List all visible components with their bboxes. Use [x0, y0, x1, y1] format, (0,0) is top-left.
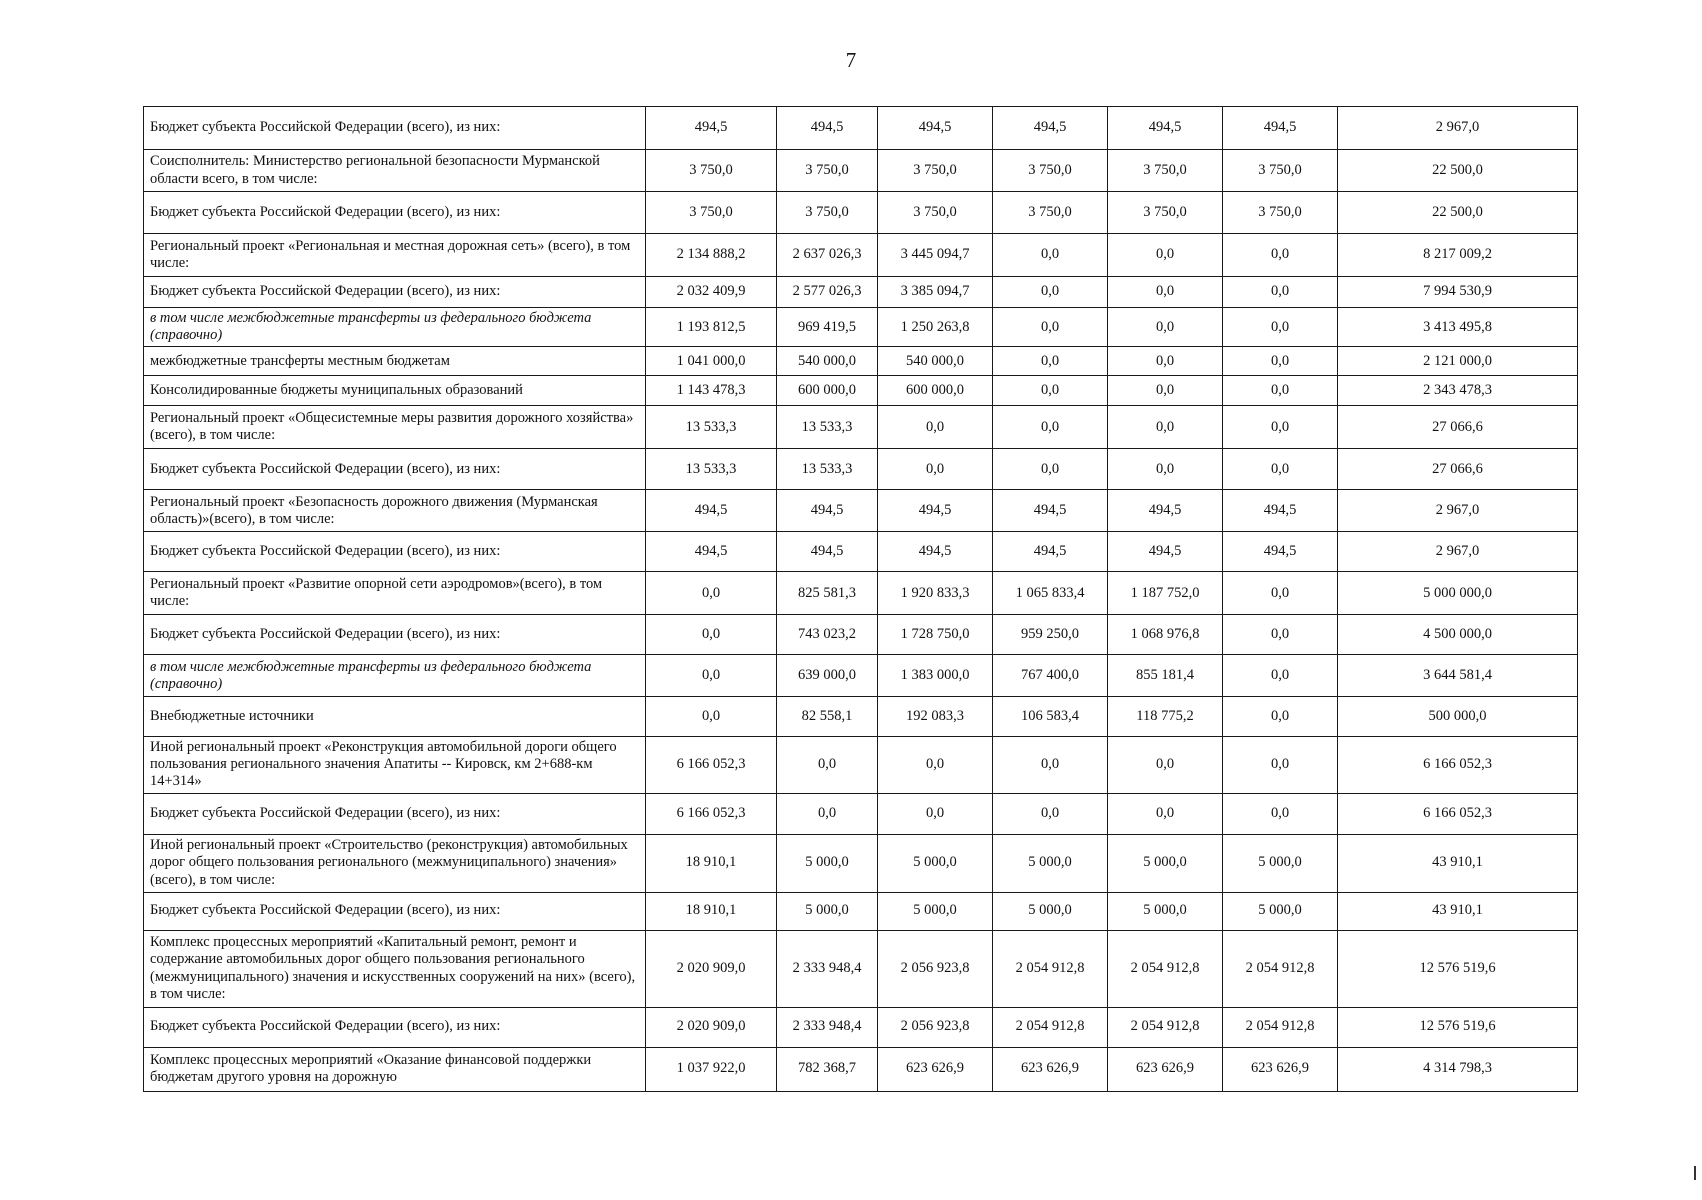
row-total-cell: 8 217 009,2 [1338, 234, 1578, 277]
value-cell: 969 419,5 [777, 308, 878, 347]
table-row [144, 192, 1578, 234]
value-cell: 3 750,0 [993, 192, 1108, 234]
value-cell: 5 000,0 [878, 892, 993, 930]
row-label: Иной региональный проект «Строительство (реконструкция) автомобильных дорог общего пользования регионального (межмуниципального) значения» (всего), в том числе: [144, 834, 646, 892]
value-cell: 0,0 [1223, 793, 1338, 834]
value-cell: 0,0 [1223, 697, 1338, 737]
table-row [144, 406, 1578, 449]
row-label: Региональный проект «Региональная и местная дорожная сеть» (всего), в том числе: [144, 234, 646, 277]
value-cell: 3 445 094,7 [878, 234, 993, 277]
row-total-cell: 27 066,6 [1338, 449, 1578, 490]
value-cell: 1 041 000,0 [646, 347, 777, 376]
table-row [144, 234, 1578, 277]
value-cell: 2 020 909,0 [646, 1007, 777, 1047]
value-cell: 2 054 912,8 [993, 1007, 1108, 1047]
value-cell: 0,0 [646, 615, 777, 655]
value-cell: 0,0 [1108, 234, 1223, 277]
value-cell: 494,5 [1223, 532, 1338, 572]
row-label: Бюджет субъекта Российской Федерации (всего), из них: [144, 532, 646, 572]
value-cell: 0,0 [993, 277, 1108, 308]
row-total-cell: 3 644 581,4 [1338, 655, 1578, 697]
value-cell: 1 065 833,4 [993, 572, 1108, 615]
value-cell: 6 166 052,3 [646, 793, 777, 834]
row-label: Консолидированные бюджеты муниципальных образований [144, 376, 646, 406]
value-cell: 2 056 923,8 [878, 1007, 993, 1047]
value-cell: 0,0 [1108, 347, 1223, 376]
row-total-cell: 22 500,0 [1338, 150, 1578, 192]
value-cell: 767 400,0 [993, 655, 1108, 697]
value-cell: 0,0 [993, 406, 1108, 449]
value-cell: 494,5 [646, 490, 777, 532]
value-cell: 0,0 [993, 793, 1108, 834]
row-total-cell: 6 166 052,3 [1338, 793, 1578, 834]
row-total-cell: 4 500 000,0 [1338, 615, 1578, 655]
value-cell: 2 056 923,8 [878, 930, 993, 1007]
table-row [144, 793, 1578, 834]
table-row [144, 532, 1578, 572]
table-row [144, 107, 1578, 150]
value-cell: 623 626,9 [993, 1047, 1108, 1091]
value-cell: 2 054 912,8 [1108, 1007, 1223, 1047]
value-cell: 3 750,0 [777, 150, 878, 192]
value-cell: 1 920 833,3 [878, 572, 993, 615]
table-row [144, 376, 1578, 406]
value-cell: 0,0 [1108, 308, 1223, 347]
value-cell: 600 000,0 [777, 376, 878, 406]
value-cell: 0,0 [878, 449, 993, 490]
value-cell: 494,5 [1108, 107, 1223, 150]
value-cell: 6 166 052,3 [646, 737, 777, 793]
value-cell: 639 000,0 [777, 655, 878, 697]
value-cell: 5 000,0 [777, 834, 878, 892]
value-cell: 3 750,0 [646, 150, 777, 192]
value-cell: 5 000,0 [993, 834, 1108, 892]
value-cell: 0,0 [1108, 737, 1223, 793]
value-cell: 2 637 026,3 [777, 234, 878, 277]
table-row [144, 930, 1578, 1007]
value-cell: 5 000,0 [777, 892, 878, 930]
value-cell: 3 750,0 [1108, 192, 1223, 234]
value-cell: 5 000,0 [1108, 892, 1223, 930]
value-cell: 494,5 [646, 532, 777, 572]
value-cell: 3 750,0 [1108, 150, 1223, 192]
value-cell: 13 533,3 [646, 406, 777, 449]
value-cell: 494,5 [777, 490, 878, 532]
page-number: 7 [845, 48, 857, 72]
value-cell: 0,0 [1223, 277, 1338, 308]
value-cell: 82 558,1 [777, 697, 878, 737]
value-cell: 494,5 [1223, 107, 1338, 150]
value-cell: 1 187 752,0 [1108, 572, 1223, 615]
value-cell: 2 054 912,8 [993, 930, 1108, 1007]
value-cell: 1 383 000,0 [878, 655, 993, 697]
value-cell: 0,0 [993, 234, 1108, 277]
value-cell: 106 583,4 [993, 697, 1108, 737]
row-label: Бюджет субъекта Российской Федерации (всего), из них: [144, 793, 646, 834]
value-cell: 540 000,0 [777, 347, 878, 376]
value-cell: 0,0 [993, 376, 1108, 406]
value-cell: 494,5 [878, 107, 993, 150]
value-cell: 0,0 [1108, 376, 1223, 406]
value-cell: 0,0 [1223, 572, 1338, 615]
value-cell: 0,0 [1223, 615, 1338, 655]
table-body [144, 107, 1578, 1092]
value-cell: 0,0 [777, 793, 878, 834]
table-row [144, 150, 1578, 192]
value-cell: 1 728 750,0 [878, 615, 993, 655]
row-label: Бюджет субъекта Российской Федерации (всего), из них: [144, 192, 646, 234]
row-total-cell: 7 994 530,9 [1338, 277, 1578, 308]
value-cell: 494,5 [777, 107, 878, 150]
value-cell: 540 000,0 [878, 347, 993, 376]
value-cell: 0,0 [646, 655, 777, 697]
row-label: Региональный проект «Развитие опорной сети аэродромов»(всего), в том числе: [144, 572, 646, 615]
value-cell: 5 000,0 [878, 834, 993, 892]
value-cell: 2 054 912,8 [1223, 930, 1338, 1007]
table-row [144, 572, 1578, 615]
value-cell: 0,0 [1223, 308, 1338, 347]
value-cell: 18 910,1 [646, 834, 777, 892]
row-label: Соисполнитель: Министерство региональной безопасности Мурманской области всего, в том числе: [144, 150, 646, 192]
table-row [144, 737, 1578, 793]
value-cell: 2 054 912,8 [1108, 930, 1223, 1007]
row-label: Комплекс процессных мероприятий «Капитальный ремонт, ремонт и содержание автомобильных дорог общего пользования регионального (межмуниципального) значения и искусственных сооружений на них» (всего), в том числе: [144, 930, 646, 1007]
value-cell: 959 250,0 [993, 615, 1108, 655]
value-cell: 1 068 976,8 [1108, 615, 1223, 655]
table-row [144, 697, 1578, 737]
row-total-cell: 4 314 798,3 [1338, 1047, 1578, 1091]
value-cell: 494,5 [646, 107, 777, 150]
row-total-cell: 12 576 519,6 [1338, 930, 1578, 1007]
row-total-cell: 2 343 478,3 [1338, 376, 1578, 406]
table-row [144, 615, 1578, 655]
table-row [144, 347, 1578, 376]
value-cell: 0,0 [993, 308, 1108, 347]
value-cell: 0,0 [993, 737, 1108, 793]
value-cell: 743 023,2 [777, 615, 878, 655]
value-cell: 494,5 [993, 532, 1108, 572]
value-cell: 2 333 948,4 [777, 1007, 878, 1047]
scan-artifact [1694, 1166, 1696, 1180]
value-cell: 3 750,0 [1223, 192, 1338, 234]
value-cell: 3 750,0 [878, 192, 993, 234]
value-cell: 118 775,2 [1108, 697, 1223, 737]
value-cell: 13 533,3 [777, 449, 878, 490]
row-total-cell: 2 121 000,0 [1338, 347, 1578, 376]
row-total-cell: 500 000,0 [1338, 697, 1578, 737]
value-cell: 0,0 [1223, 449, 1338, 490]
row-total-cell: 12 576 519,6 [1338, 1007, 1578, 1047]
value-cell: 0,0 [878, 406, 993, 449]
row-label: Бюджет субъекта Российской Федерации (всего), из них: [144, 277, 646, 308]
value-cell: 494,5 [1223, 490, 1338, 532]
row-total-cell: 2 967,0 [1338, 532, 1578, 572]
value-cell: 0,0 [646, 572, 777, 615]
value-cell: 13 533,3 [646, 449, 777, 490]
value-cell: 5 000,0 [1108, 834, 1223, 892]
value-cell: 0,0 [1223, 376, 1338, 406]
row-label: Бюджет субъекта Российской Федерации (всего), из них: [144, 1007, 646, 1047]
value-cell: 0,0 [1223, 406, 1338, 449]
row-label: в том числе межбюджетные трансферты из федерального бюджета (справочно) [144, 655, 646, 697]
value-cell: 2 577 026,3 [777, 277, 878, 308]
value-cell: 494,5 [878, 532, 993, 572]
value-cell: 494,5 [777, 532, 878, 572]
value-cell: 2 032 409,9 [646, 277, 777, 308]
row-label: Бюджет субъекта Российской Федерации (всего), из них: [144, 892, 646, 930]
value-cell: 13 533,3 [777, 406, 878, 449]
value-cell: 5 000,0 [1223, 834, 1338, 892]
value-cell: 623 626,9 [878, 1047, 993, 1091]
value-cell: 623 626,9 [1223, 1047, 1338, 1091]
table-row [144, 834, 1578, 892]
value-cell: 3 750,0 [993, 150, 1108, 192]
value-cell: 2 054 912,8 [1223, 1007, 1338, 1047]
row-total-cell: 5 000 000,0 [1338, 572, 1578, 615]
value-cell: 2 333 948,4 [777, 930, 878, 1007]
value-cell: 855 181,4 [1108, 655, 1223, 697]
row-total-cell: 27 066,6 [1338, 406, 1578, 449]
value-cell: 0,0 [1223, 234, 1338, 277]
value-cell: 3 750,0 [646, 192, 777, 234]
value-cell: 0,0 [1108, 277, 1223, 308]
value-cell: 5 000,0 [993, 892, 1108, 930]
value-cell: 0,0 [1223, 737, 1338, 793]
table-row [144, 277, 1578, 308]
value-cell: 3 750,0 [878, 150, 993, 192]
value-cell: 18 910,1 [646, 892, 777, 930]
row-total-cell: 43 910,1 [1338, 892, 1578, 930]
value-cell: 3 750,0 [1223, 150, 1338, 192]
value-cell: 494,5 [993, 490, 1108, 532]
value-cell: 494,5 [878, 490, 993, 532]
value-cell: 600 000,0 [878, 376, 993, 406]
value-cell: 5 000,0 [1223, 892, 1338, 930]
value-cell: 0,0 [1108, 406, 1223, 449]
value-cell: 2 020 909,0 [646, 930, 777, 1007]
row-label: Бюджет субъекта Российской Федерации (всего), из них: [144, 449, 646, 490]
value-cell: 1 037 922,0 [646, 1047, 777, 1091]
value-cell: 2 134 888,2 [646, 234, 777, 277]
value-cell: 494,5 [993, 107, 1108, 150]
value-cell: 3 750,0 [777, 192, 878, 234]
row-total-cell: 43 910,1 [1338, 834, 1578, 892]
value-cell: 3 385 094,7 [878, 277, 993, 308]
value-cell: 0,0 [993, 347, 1108, 376]
value-cell: 1 193 812,5 [646, 308, 777, 347]
value-cell: 825 581,3 [777, 572, 878, 615]
row-label: в том числе межбюджетные трансферты из федерального бюджета (справочно) [144, 308, 646, 347]
row-total-cell: 6 166 052,3 [1338, 737, 1578, 793]
row-label: Бюджет субъекта Российской Федерации (всего), из них: [144, 107, 646, 150]
value-cell: 782 368,7 [777, 1047, 878, 1091]
row-label: Внебюджетные источники [144, 697, 646, 737]
table-row [144, 490, 1578, 532]
table-row [144, 449, 1578, 490]
value-cell: 0,0 [878, 793, 993, 834]
row-label: Комплекс процессных мероприятий «Оказание финансовой поддержки бюджетам другого уровня на дорожную [144, 1047, 646, 1091]
row-label: межбюджетные трансферты местным бюджетам [144, 347, 646, 376]
table-row [144, 655, 1578, 697]
row-label: Региональный проект «Общесистемные меры развития дорожного хозяйства» (всего), в том числе: [144, 406, 646, 449]
value-cell: 0,0 [777, 737, 878, 793]
value-cell: 623 626,9 [1108, 1047, 1223, 1091]
value-cell: 0,0 [878, 737, 993, 793]
table-row [144, 1007, 1578, 1047]
row-label: Бюджет субъекта Российской Федерации (всего), из них: [144, 615, 646, 655]
value-cell: 0,0 [1108, 793, 1223, 834]
value-cell: 0,0 [1108, 449, 1223, 490]
budget-table [143, 106, 1578, 1092]
table-row [144, 1047, 1578, 1091]
value-cell: 0,0 [993, 449, 1108, 490]
value-cell: 0,0 [1223, 347, 1338, 376]
row-total-cell: 2 967,0 [1338, 107, 1578, 150]
row-label: Региональный проект «Безопасность дорожного движения (Мурманская область)»(всего), в том числе: [144, 490, 646, 532]
table-row [144, 892, 1578, 930]
value-cell: 1 250 263,8 [878, 308, 993, 347]
value-cell: 192 083,3 [878, 697, 993, 737]
row-label: Иной региональный проект «Реконструкция автомобильной дороги общего пользования регионального значения Апатиты -- Кировск, км 2+688-км 14+314» [144, 737, 646, 793]
row-total-cell: 22 500,0 [1338, 192, 1578, 234]
value-cell: 494,5 [1108, 532, 1223, 572]
row-total-cell: 2 967,0 [1338, 490, 1578, 532]
value-cell: 0,0 [646, 697, 777, 737]
value-cell: 0,0 [1223, 655, 1338, 697]
table-row [144, 308, 1578, 347]
value-cell: 494,5 [1108, 490, 1223, 532]
row-total-cell: 3 413 495,8 [1338, 308, 1578, 347]
value-cell: 1 143 478,3 [646, 376, 777, 406]
